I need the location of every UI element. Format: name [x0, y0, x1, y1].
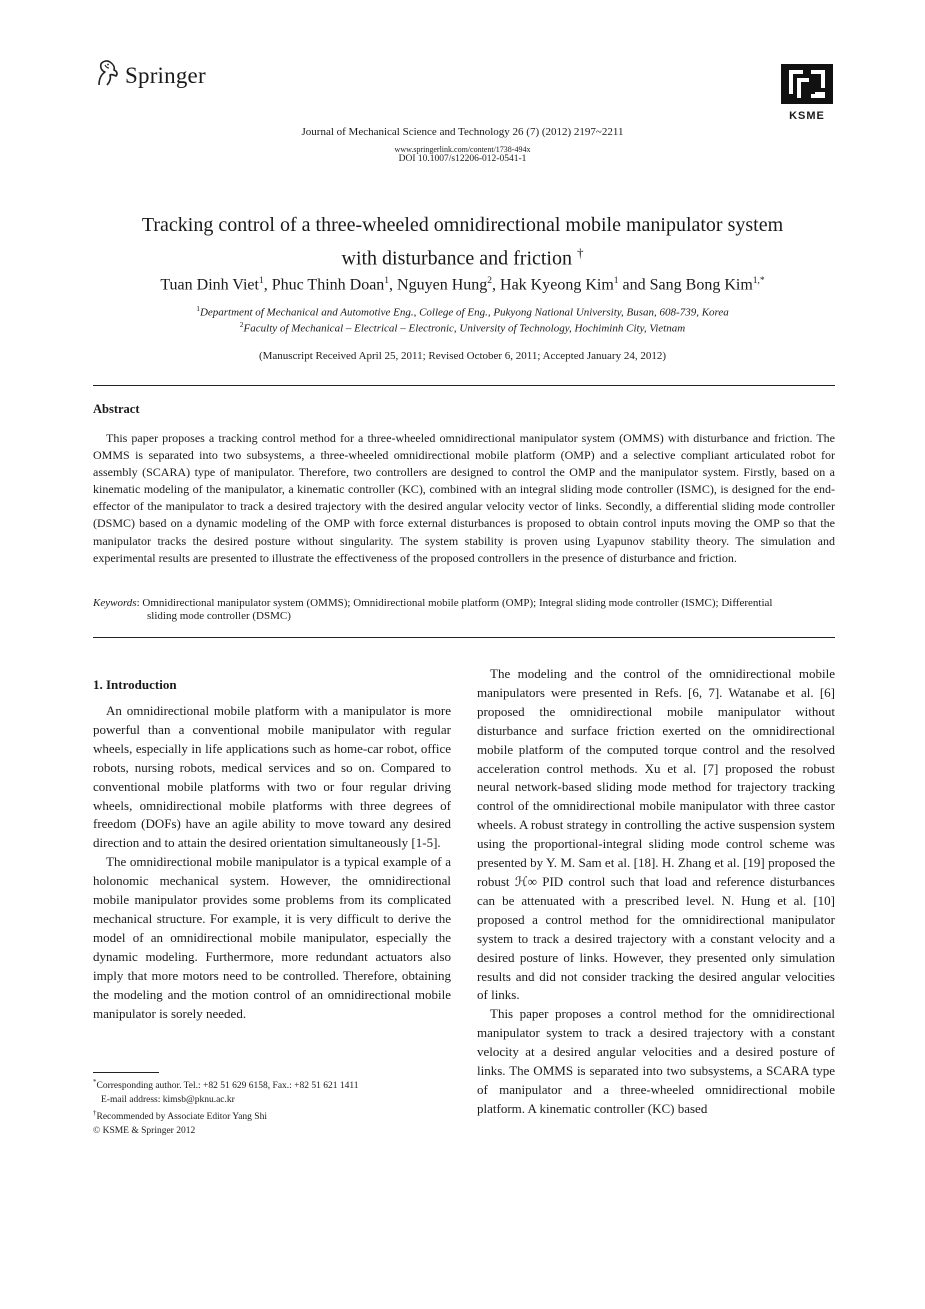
- author-separator: and: [618, 276, 650, 294]
- author-name: Tuan Dinh Viet: [160, 276, 259, 294]
- footnote-email: E-mail address: kimsb@pknu.ac.kr: [101, 1094, 235, 1105]
- left-column: [93, 702, 451, 1023]
- author-name: Sang Bong Kim: [649, 276, 753, 294]
- affiliation-text: Department of Mechanical and Automotive Eng., College of Eng., Pukyong National University, Busan, 608-739, Korea: [199, 306, 729, 319]
- springer-horse-icon: [93, 58, 121, 93]
- footnote-divider: [93, 1072, 159, 1073]
- keywords: [93, 597, 835, 624]
- author-name: Hak Kyeong Kim: [500, 276, 614, 294]
- paragraph: The omnidirectional mobile manipulator is a typical example of a holonomic mechanical system. However, the omnidirectional mobile manipulator provides some problems from its complicated mechanical structure. For example, it is very difficult to derive the model of an omnidirectional mobile manipulator, especially the dynamic modeling. Furthermore, more redundant actuators also imply that more motors need to be controlled. Therefore, obtaining the modeling and the motion control of an omnidirectional mobile manipulator is sorely needed.: [93, 854, 451, 1021]
- title-footnote-mark: †: [577, 245, 584, 260]
- footnote-mark: *: [93, 1078, 97, 1086]
- affiliation-text: Faculty of Mechanical – Electrical – Electronic, University of Technology, Hochiminh City, Vietnam: [243, 322, 686, 335]
- society-name: KSME: [789, 110, 825, 122]
- author-affiliation-mark: 2: [487, 276, 493, 286]
- divider: [93, 637, 835, 638]
- right-column: [477, 665, 835, 1119]
- abstract-text: This paper proposes a tracking control method for a three-wheeled omnidirectional manipulator system (OMMS) with disturbance and friction. The OMMS is separated into two subsystems, a three-wheeled omnidirectional mobile platform (OMP) and a selective compliant articulated robot for assembly (SCARA) type of manipulator. Therefore, two controllers are designed to control the OMP and the manipulator system. Firstly, based on a kinematic modeling of the manipulator, a kinematic controller (KC), combined with an integral sliding mode controller (ISMC), is designed for the end-effector of the manipulator to track a desired trajectory with the desired angular velocity vector of links. Secondly, a differential sliding mode controller (DSMC) based on a dynamic modeling of the OMP with force external disturbances is proposed to obtain control inputs moving the OMP so that the manipulator tracks the desired posture without singularity. The system stability is proven using Lyapunov stability theory. The simulation and experimental results are presented to illustrate the effectiveness of the proposed controllers in the presence of disturbance and friction.: [93, 431, 835, 565]
- journal-citation: Journal of Mechanical Science and Technology 26 (7) (2012) 2197~2211: [301, 126, 624, 138]
- divider: [93, 385, 835, 386]
- footnote-copyright: © KSME & Springer 2012: [93, 1126, 196, 1137]
- author-affiliation-mark: 1: [613, 276, 619, 286]
- affiliation-mark: 1: [196, 304, 200, 313]
- springer-logo: [93, 58, 206, 93]
- footnote-text: Recommended by Associate Editor Yang Shi: [96, 1112, 267, 1123]
- affiliation: [0, 320, 925, 335]
- journal-doi: DOI 10.1007/s12206-012-0541-1: [398, 154, 527, 164]
- footnote-recommended: [93, 1107, 359, 1125]
- keywords-line-2: sliding mode controller (DSMC): [147, 610, 291, 623]
- keywords-label: Keywords: [93, 597, 137, 609]
- author-name: Nguyen Hung: [397, 276, 488, 294]
- journal-url[interactable]: www.springerlink.com/content/1738-494x: [394, 145, 531, 154]
- title-line-1: Tracking control of a three-wheeled omnidirectional mobile manipulator system: [141, 214, 784, 236]
- footnote-mark: †: [93, 1109, 97, 1118]
- ksme-logo: [779, 64, 835, 122]
- author-separator: ,: [492, 276, 501, 294]
- author-affiliation-mark: 1: [258, 276, 264, 286]
- author-affiliation-mark: 1: [384, 276, 390, 286]
- author-separator: ,: [263, 276, 272, 294]
- title-line-2: with disturbance and friction: [341, 247, 572, 270]
- paragraph: The modeling and the control of the omnidirectional mobile manipulators were presented in Refs. [6, 7]. Watanabe et al. [6] proposed the omnidirectional mobile manipulator without disturbance and surface friction exerted on the omnidirectional mobile platform of the computed torque control and the resolved acceleration control methods. Xu et al. [7] proposed the robust neural network-based sliding mode method for trajectory tracking control of the omnidirectional mobile manipulator with three castor wheels. A robust strategy in controlling the active suspension system using the proportional-integral sliding mode control scheme was presented by Y. M. Sam et al. [18]. H. Zhang et al. [19] proposed the robust ℋ∞ PID control such that load and reference disturbances can be attenuated with a prescribed level. N. Hung et al. [10] proposed a control method for the omnidirectional manipulator system to track a desired trajectory with a constant velocity and a desired posture of links. However, they presented only simulation results and did not consider tracking the desired angular velocities of links.: [477, 666, 835, 1003]
- ksme-logo-icon: [779, 64, 835, 109]
- paragraph: An omnidirectional mobile platform with a manipulator is more powerful than a conventional mobile manipulator with regular wheels, especially in life applications such as home-car robot, office robots, nursing robots, medical services and so on. Compared to conventional mobile platforms with two or four regular driving wheels, omnidirectional mobile platforms with three degrees of freedom (DOFs) have an agile ability to move toward any desired direction and to attain the desired orientation simultaneously [1-5].: [93, 703, 451, 851]
- publisher-name: Springer: [125, 62, 206, 88]
- paragraph: This paper proposes a control method for the omnidirectional manipulator system to track a desired trajectory with a constant velocity at a desired angular velocities and a desired posture of links. The OMMS is separated into two subsystems, a SCARA type of manipulator and a three-wheeled omnidirectional mobile platform. A kinematic controller (KC) based: [477, 1006, 835, 1116]
- section-heading: 1. Introduction: [93, 677, 177, 692]
- author-list: [0, 276, 925, 294]
- keywords-line-1: : Omnidirectional manipulator system (OMMS); Omnidirectional mobile platform (OMP); Integral sliding mode controller (ISMC); Differential: [136, 597, 773, 609]
- footnote-corresponding: [93, 1076, 359, 1094]
- author-name: Phuc Thinh Doan: [271, 276, 385, 294]
- manuscript-dates: (Manuscript Received April 25, 2011; Revised October 6, 2011; Accepted January 24, 2012): [258, 350, 666, 362]
- affiliation-mark: 2: [239, 320, 244, 329]
- footnote-text: Corresponding author. Tel.: +82 51 629 6158, Fax.: +82 51 621 1411: [96, 1081, 359, 1092]
- footnotes: [93, 1076, 359, 1139]
- paper-title: [60, 211, 865, 273]
- author-affiliation-mark: 1,*: [752, 276, 765, 286]
- abstract-heading: Abstract: [93, 402, 140, 416]
- affiliation: [0, 304, 925, 319]
- author-separator: ,: [389, 276, 398, 294]
